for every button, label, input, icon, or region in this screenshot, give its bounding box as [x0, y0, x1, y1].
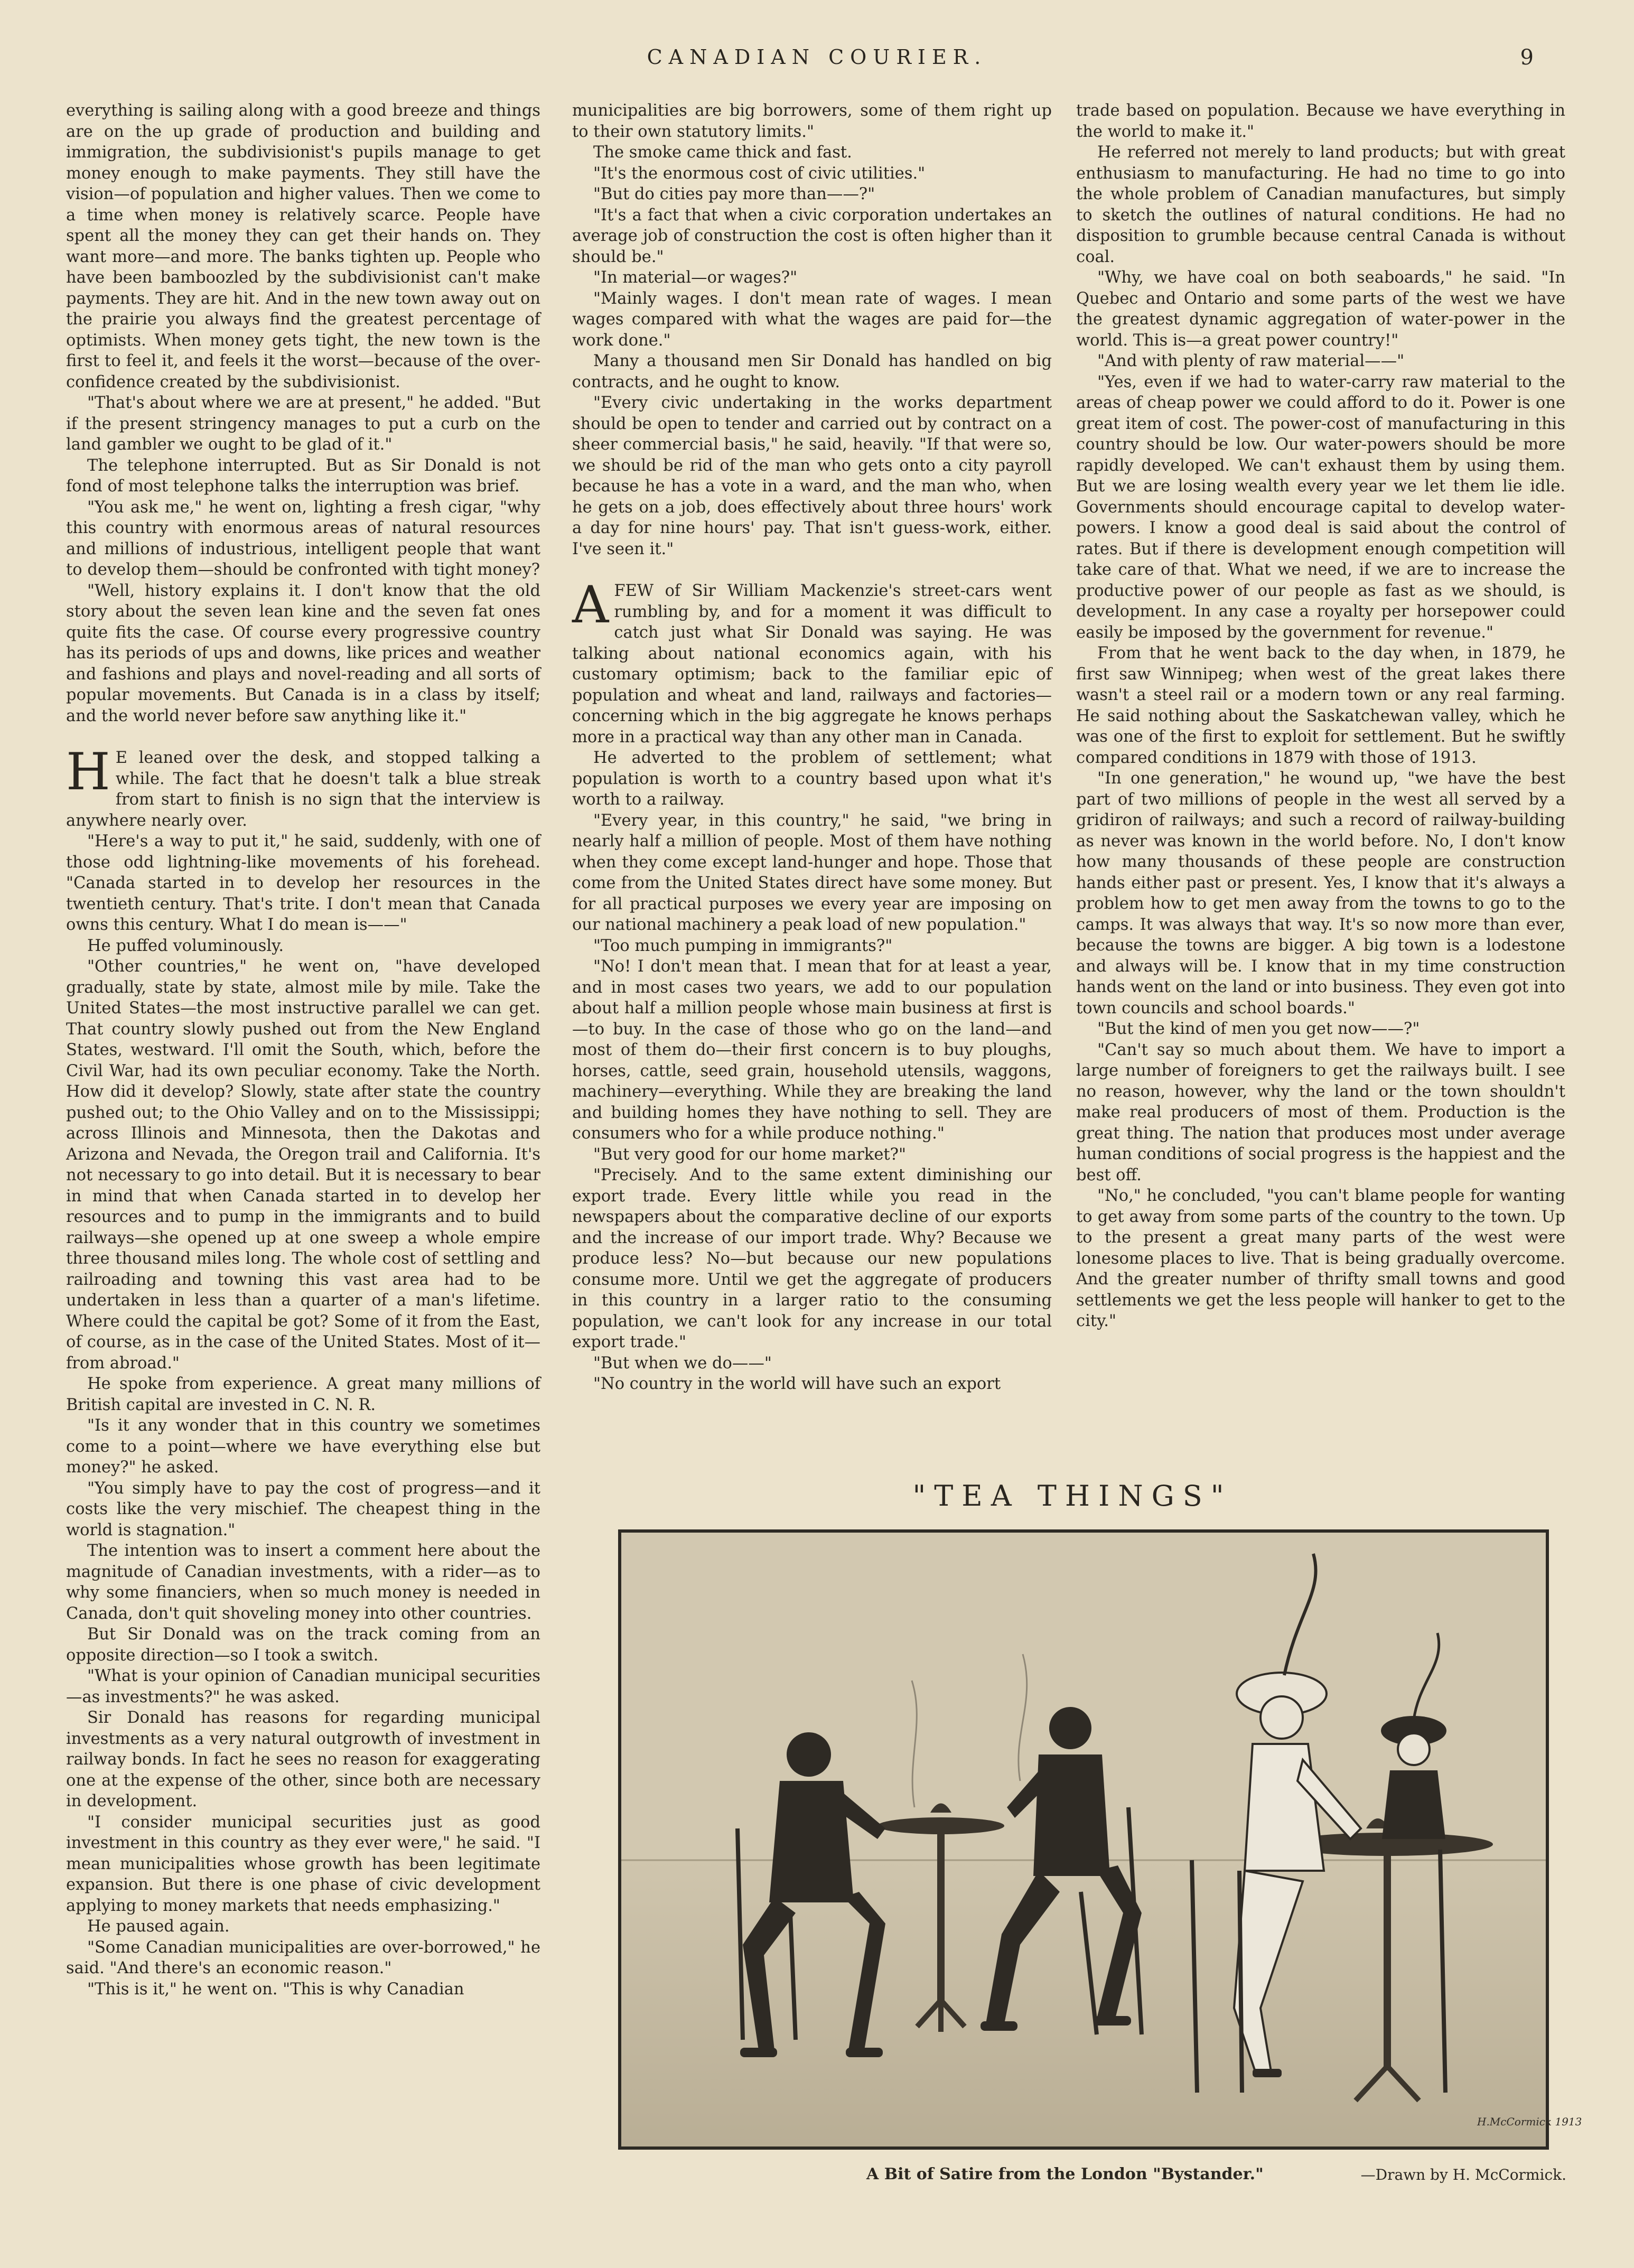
paragraph: The smoke came thick and fast. [593, 143, 852, 162]
paragraph: "Every civic undertaking in the works department should be open to tender and carried out by contract on a sheer commercial basis," he said, heavily. "If that were so, we should be rid of the man who gets onto a city payroll because he has a vote in a ward, and the man who, when he gets on a job, does effectively about three hours' work a day for nine hours' pay. That isn't guess-work, either. I've seen it." [572, 394, 1052, 558]
article-column-3 [1076, 100, 1565, 1463]
section-opening-paragraph [572, 575, 1052, 748]
paragraph: He paused again. [87, 1917, 230, 1936]
paragraph: "Why, we have coal on both seaboards," he said. "In Quebec and Ontario and some parts of the west we have the greatest dynamic aggregation of water-power in the world. This is—a great power country!" [1076, 268, 1565, 350]
paragraph: The telephone interrupted. But as Sir Donald is not fond of most telephone talks the interruption was brief. [66, 456, 540, 496]
article-column-1 [66, 100, 540, 2214]
running-head: CANADIAN COURIER. [647, 45, 987, 69]
paragraph: "Well, history explains it. I don't know that the old story about the seven lean kine and the seven fat ones quite fits the case. Of course every progressive country has its periods of ups and downs, like prices and weather and fashions and plays and novel-reading and all sorts of popular movements. But Canada is in a class by itself; and the world never before saw anything like it." [66, 581, 540, 725]
paragraph: Many a thousand men Sir Donald has handled on big contracts, and he ought to know. [572, 352, 1052, 391]
paragraph: "Is it any wonder that in this country we sometimes come to a point—where we have everything else but money?" he asked. [66, 1416, 540, 1477]
paragraph: "No! I don't mean that. I mean that for at least a year, and in most cases two years, we add to our population about half a million people whose main business at first is—to buy. In the case of those who go on the land—and most of them do—their first concern is to buy ploughs, horses, cattle, seed grain, household utensils, waggons, machinery—everything. While they are breaking the land and building homes they have nothing to sell. They are consumers who for a while produce nothing." [572, 957, 1052, 1143]
paragraph: "But when we do——" [593, 1354, 772, 1373]
paragraph: "Too much pumping in immigrants?" [593, 936, 893, 955]
paragraph: He puffed voluminously. [87, 936, 284, 955]
paragraph: "Some Canadian municipalities are over-borrowed," he said. "And there's an economic reason." [66, 1938, 540, 1977]
paragraph: "This is it," he went on. "This is why Canadian [87, 1980, 464, 1999]
paragraph: trade based on population. Because we have everything in the world to make it." [1076, 101, 1565, 141]
paragraph: He spoke from experience. A great many millions of British capital are invested in C. N. R. [66, 1375, 540, 1414]
cartoon-credit: —Drawn by H. McCormick. [1360, 2166, 1566, 2183]
paragraph-text: E leaned over the desk, and stopped talking a while. The fact that he doesn't talk a blue streak from start to finish is no sign that the interview is anywhere nearly over. [66, 749, 540, 830]
section-opening-paragraph [66, 742, 540, 831]
paragraph: "You simply have to pay the cost of progress—and it costs like the very mischief. The cheapest thing in the world is stagnation." [66, 1479, 540, 1539]
paragraph: "Yes, even if we had to water-carry raw material to the areas of cheap power we could afford to do it. Power is one great item of cost. The power-cost of manufacturing in this country should be low. Our water-powers should be more rapidly developed. We can't exhaust them by using them. But we are losing wealth every year we let them lie idle. Governments should encourage capital to develop water-powers. I know a good deal is said about the control of rates. But if there is development enough competition will take care of that. What we need, if we are to increase the productive power of our people as fast as we should, is development. In any case a royalty per horsepower could easily be imposed by the government for revenue." [1076, 372, 1565, 642]
paragraph: "Other countries," he went on, "have developed gradually, state by state, almost mile by mile. Take the United States—the most instructive parallel we can get. That country slowly pushed out from the New England States, westward. I'll omit the South, which, before the Civil War, had its own peculiar economy. Take the North. How did it develop? Slowly, state after state the country pushed out; to the Ohio Valley and on to the Mississippi; across Illinois and Minnesota, then the Dakotas and Arizona and Nevada, the Oregon trail and California. It's not necessary to go into detail. But it is necessary to bear in mind that when Canada started in to develop her resources and to pump in the immigrants and to build railways—she opened up at one sweep a whole empire three thousand miles long. The whole cost of settling and railroading and towning this vast area had to be undertaken in less than a quarter of a man's lifetime. Where could the capital be got? Some of it from the East, of course, as in the case of the United States. Most of it—from abroad." [66, 957, 540, 1373]
paragraph: municipalities are big borrowers, some of them right up to their own statutory limits." [572, 101, 1052, 141]
cartoon-title: "TEA THINGS" [912, 1479, 1232, 1513]
paragraph: The intention was to insert a comment here about the magnitude of Canadian investments, with a rider—as to why some financiers, when so much money is needed in Canada, don't quit shoveling money into other countries. [66, 1542, 540, 1623]
paragraph: everything is sailing along with a good breeze and things are on the up grade of production and building and immigration, the subdivisionist's pupils manage to get money enough to make payments. They still have the vision—of population and higher values. Then we come to a time when money is relatively scarce. People have spent all the money they can get their hands on. They want more—and more. The banks tighten up. People who have been bamboozled by the subdivisionist can't make payments. They are hit. And in the new town away out on the prairie you always find the greatest percentage of optimists. When money gets tight, the new town is the first to feel it, and feels it the worst—because of the over-confidence created by the subdivisionist. [66, 101, 540, 391]
paragraph: "It's a fact that when a civic corporation undertakes an average job of construction the cost is often higher than it should be." [572, 206, 1052, 266]
paragraph: "But very good for our home market?" [593, 1145, 907, 1164]
page-header [0, 45, 1634, 77]
paragraph: "But do cities pay more than——?" [593, 185, 875, 203]
paragraph-text: FEW of Sir William Mackenzie's street-cars went rumbling by, and for a moment it was difficult to catch just what Sir Donald was saying. He was talking about national economics again, with his customary optimism; back to the familiar epic of population and wheat and land, railways and factories—concerning which in the big aggregate he knows perhaps more in a practical way than any other man in Canada. [572, 582, 1052, 746]
paragraph: "That's about where we are at present," he added. "But if the present stringency manages to put a curb on the land gambler we ought to be glad of it." [66, 394, 540, 454]
paragraph: "No country in the world will have such an export [593, 1375, 1001, 1393]
paragraph: He adverted to the problem of settlement; what population is worth to a country based upon what it's worth to a railway. [572, 749, 1052, 809]
paragraph: "But the kind of men you get now——?" [1097, 1020, 1420, 1038]
cartoon-caption: A Bit of Satire from the London "Bystander." [866, 2165, 1264, 2183]
paragraph: But Sir Donald was on the track coming from an opposite direction—so I took a switch. [66, 1625, 540, 1665]
paragraph: He referred not merely to land products; but with great enthusiasm to manufacturing. He had no time to go into the whole problem of Canadian manufactures, but simply to sketch the outlines of natural conditions. He had no disposition to grumble because central Canada is without coal. [1076, 143, 1565, 266]
cartoon-drawing [621, 1533, 1582, 2146]
drop-cap: A [572, 575, 609, 634]
paragraph: "Every year, in this country," he said, "we bring in nearly half a million of people. Most of them have nothing when they come except land-hunger and hope. Those that come from the United States direct have some money. But for all practical purposes we every year are imposing on our national machinery a peak load of new population." [572, 811, 1052, 934]
paragraph: "In material—or wages?" [593, 268, 798, 287]
paragraph: "What is your opinion of Canadian municipal securities—as investments?" he was asked. [66, 1667, 540, 1706]
cartoon-illustration [618, 1529, 1582, 2150]
paragraph: From that he went back to the day when, in 1879, he first saw Winnipeg; when west of the great lakes there wasn't a steel rail or a modern town or any real farming. He said nothing about the Saskatchewan valley, which he was one of the first to exploit for settlement. But he swiftly compared conditions in 1879 with those of 1913. [1076, 644, 1565, 767]
paragraph: Sir Donald has reasons for regarding municipal investments as a very natural outgrowth of investment in railway bonds. In fact he sees no reason for exaggerating one at the expense of the other, since both are necessary in development. [66, 1709, 540, 1810]
paragraph: "Can't say so much about them. We have to import a large number of foreigners to get the railways built. I see no reason, however, why the land or the town shouldn't make real producers of most of them. Production is the great thing. The nation that produces most under average human conditions of social progress is the happiest and the best off. [1076, 1040, 1565, 1184]
page-number: 9 [1520, 45, 1534, 70]
paragraph: "No," he concluded, "you can't blame people for wanting to get away from some parts of the country to the town. Up to the present a great many parts of the west were lonesome places to live. That is being gradually overcome. And the greater number of thrifty small towns and good settlements we get the less people will hanker to get to the city." [1076, 1187, 1565, 1330]
drop-cap: H [66, 742, 110, 801]
paragraph: "Precisely. And to the same extent diminishing our export trade. Every little while you read in the newspapers about the comparative decline of our exports and the increase of our import trade. Why? Because we produce less? No—but because our new populations consume more. Until we get the aggregate of producers in this country in a larger ratio to the consuming population, we can't look for any increase in our total export trade." [572, 1166, 1052, 1351]
paragraph: "You ask me," he went on, lighting a fresh cigar, "why this country with enormous areas of natural resources and millions of industrious, intelligent people that want to develop them—should be confronted with tight money? [66, 498, 540, 579]
paragraph: "Mainly wages. I don't mean rate of wages. I mean wages compared with what the wages are paid for—the work done." [572, 289, 1052, 350]
article-column-2 [572, 100, 1052, 1448]
artist-signature: H.McCormick 1913 [1477, 2115, 1582, 2128]
paragraph: "I consider municipal securities just as good investment in this country as they ever were," he said. "I mean municipalities whose growth has been legitimate expansion. But there is one phase of civic development applying to money markets that needs emphasizing." [66, 1813, 540, 1915]
paragraph: "It's the enormous cost of civic utilities." [593, 164, 926, 183]
paragraph: "Here's a way to put it," he said, suddenly, with one of those odd lightning-like movements of his forehead. "Canada started in to develop her resources in the twentieth century. That's trite. I don't mean that Canada owns this century. What I do mean is——" [66, 832, 540, 934]
paragraph: "In one generation," he wound up, "we have the best part of two millions of people in the west all served by a gridiron of railways; and such a record of railway-building as never was known in the world before. No, I don't know how many thousands of these people are construction hands either past or present. Yes, I know that it's always a problem how to get men away from the towns to go to the camps. It was always that way. It's so now more than ever, because the towns are bigger. A big town is a lodestone and always will be. I know that in my time construction hands went on the land or into business. They even got into town councils and school boards." [1076, 769, 1565, 1018]
paragraph: "And with plenty of raw material——" [1097, 352, 1405, 370]
